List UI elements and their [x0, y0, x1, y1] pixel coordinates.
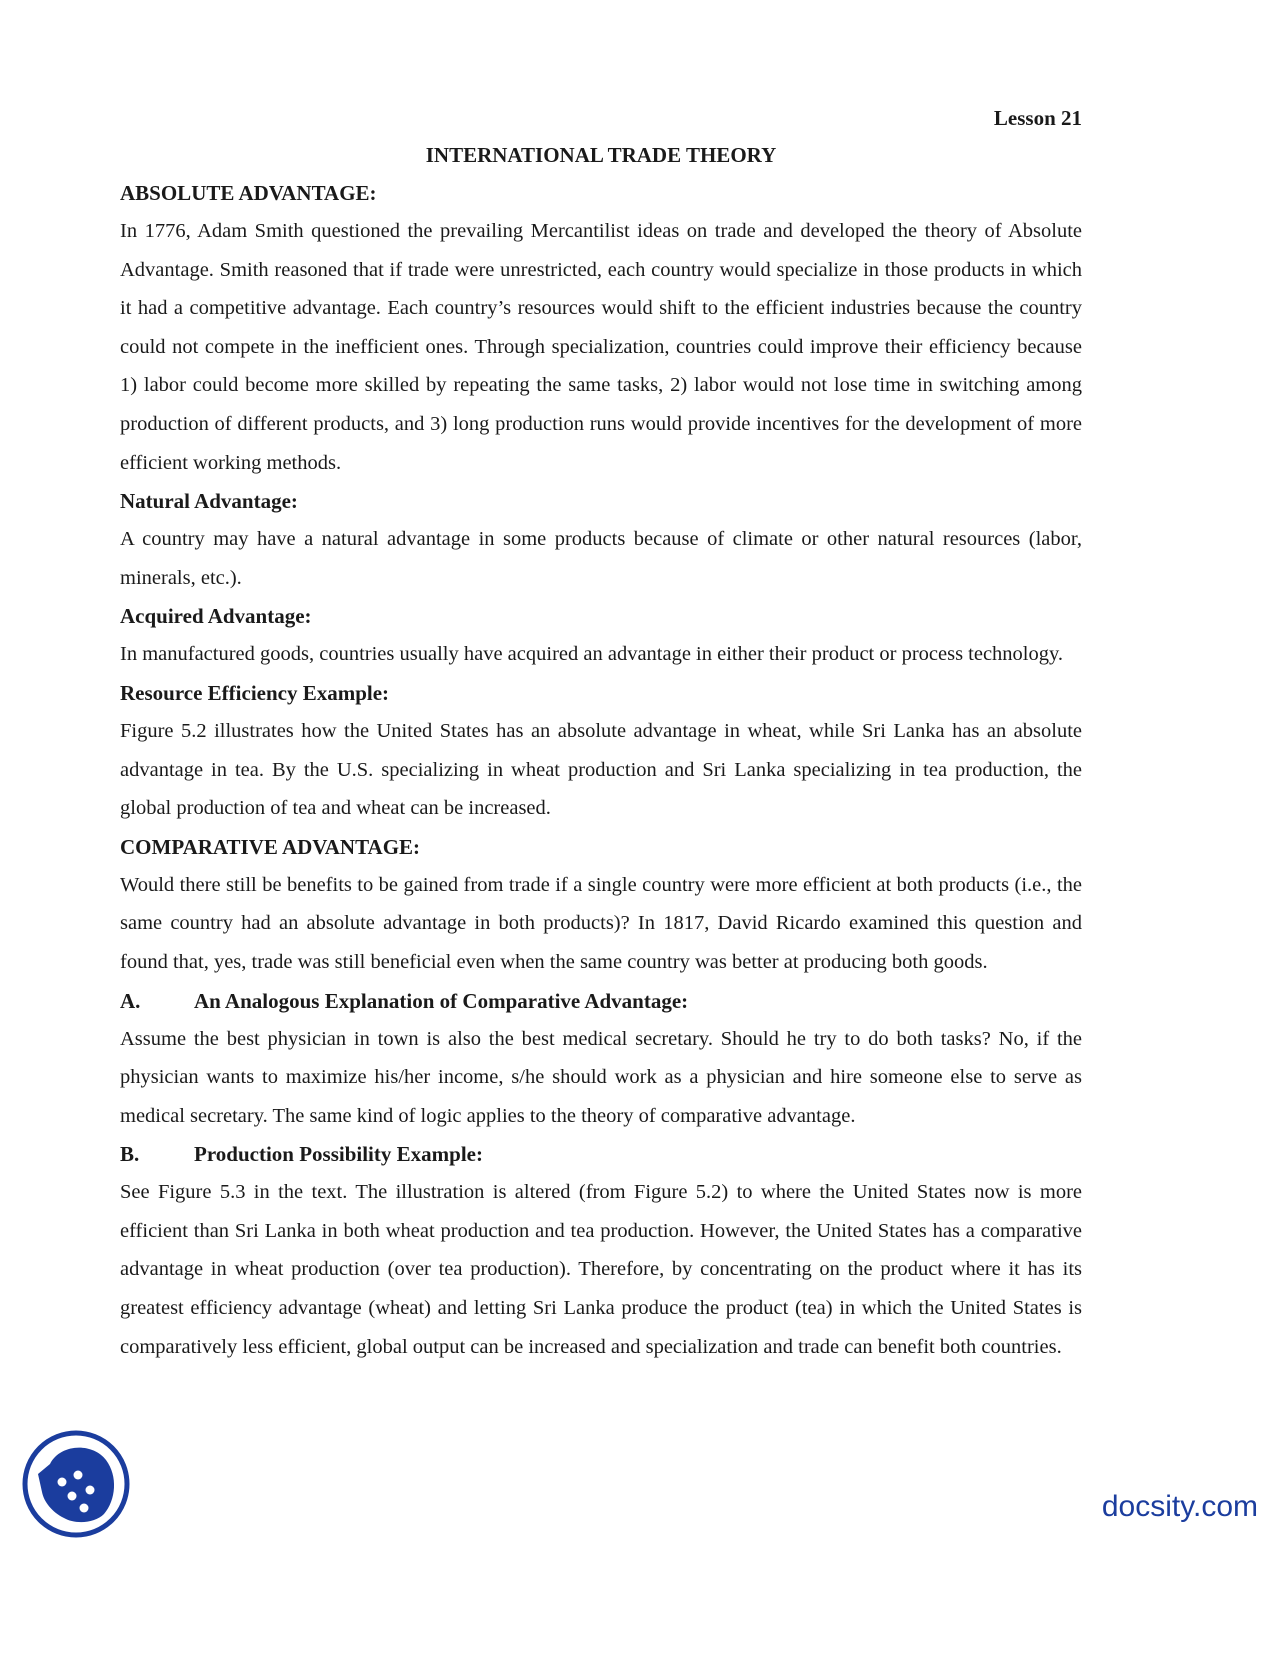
- docsity-watermark[interactable]: docsity.com: [1101, 1490, 1258, 1523]
- natural-advantage-paragraph: A country may have a natural advantage in some products because of climate or other natural resources (labor, minerals, etc.).: [120, 528, 1082, 589]
- acquired-advantage-heading: Acquired Advantage:: [120, 604, 312, 629]
- resource-efficiency-paragraph: Figure 5.2 illustrates how the United States has an absolute advantage in wheat, while Sri Lanka has an absolute advantage in tea. By the U.S. specializing in wheat production and Sri Lanka specializing in tea production, the global production of tea and wheat can be increased.: [120, 719, 1082, 820]
- section-marker-a: A.: [120, 988, 141, 1013]
- production-possibility-paragraph: See Figure 5.3 in the text. The illustration is altered (from Figure 5.2) to where the United States now is more efficient than Sri Lanka in both wheat production and tea production. However, the United States has a comparative advantage in wheat production (over tea production). Therefore, by concentrating on the product where it has its greatest efficiency advantage (wheat) and letting Sri Lanka produce the product (tea) in which the United States is comparatively less efficient, global output can be increased and specialization and trade can benefit both countries.: [120, 1181, 1082, 1358]
- section-marker-b: B.: [120, 1142, 140, 1167]
- production-possibility-title: Production Possibility Example:: [194, 1142, 483, 1167]
- absolute-advantage-heading: ABSOLUTE ADVANTAGE:: [120, 181, 377, 205]
- comparative-advantage-heading: COMPARATIVE ADVANTAGE:: [120, 834, 421, 859]
- analogous-explanation-heading: [120, 982, 1082, 1020]
- document-title: INTERNATIONAL TRADE THEORY: [425, 143, 777, 167]
- resource-efficiency-heading: Resource Efficiency Example:: [120, 680, 390, 705]
- document-page: [120, 100, 1082, 1366]
- comparative-advantage-paragraph: Would there still be benefits to be gained from trade if a single country were more efficient at both products (i.e., the same country had an absolute advantage in both products)? In 1817, David Ricardo examined this question and found that, yes, trade was still beneficial even when the same country was better at producing both goods.: [120, 873, 1082, 973]
- natural-advantage-heading: Natural Advantage:: [120, 489, 298, 514]
- acquired-advantage-paragraph: In manufactured goods, countries usually have acquired an advantage in either their product or process technology.: [120, 643, 1064, 666]
- analogous-explanation-title: An Analogous Explanation of Comparative Advantage:: [194, 988, 689, 1013]
- production-possibility-heading: [120, 1135, 1082, 1173]
- analogous-explanation-paragraph: Assume the best physician in town is also the best medical secretary. Should he try to do both tasks? No, if the physician wants to maximize his/her income, s/he should work as a physician and hire someone else to serve as medical secretary. The same kind of logic applies to the theory of comparative advantage.: [120, 1027, 1082, 1127]
- docsity-logo-icon[interactable]: [20, 1428, 132, 1540]
- lesson-number: Lesson 21: [993, 106, 1082, 130]
- absolute-advantage-paragraph: In 1776, Adam Smith questioned the prevailing Mercantilist ideas on trade and developed the theory of Absolute Advantage. Smith reasoned that if trade were unrestricted, each country would specialize in those products in which it had a competitive advantage. Each country’s resources would shift to the efficient industries because the country could not compete in the inefficient ones. Through specialization, countries could improve their efficiency because 1) labor could become more skilled by repeating the same tasks, 2) labor would not lose time in switching among production of different products, and 3) long production runs would provide incentives for the development of more efficient working methods.: [120, 220, 1082, 474]
